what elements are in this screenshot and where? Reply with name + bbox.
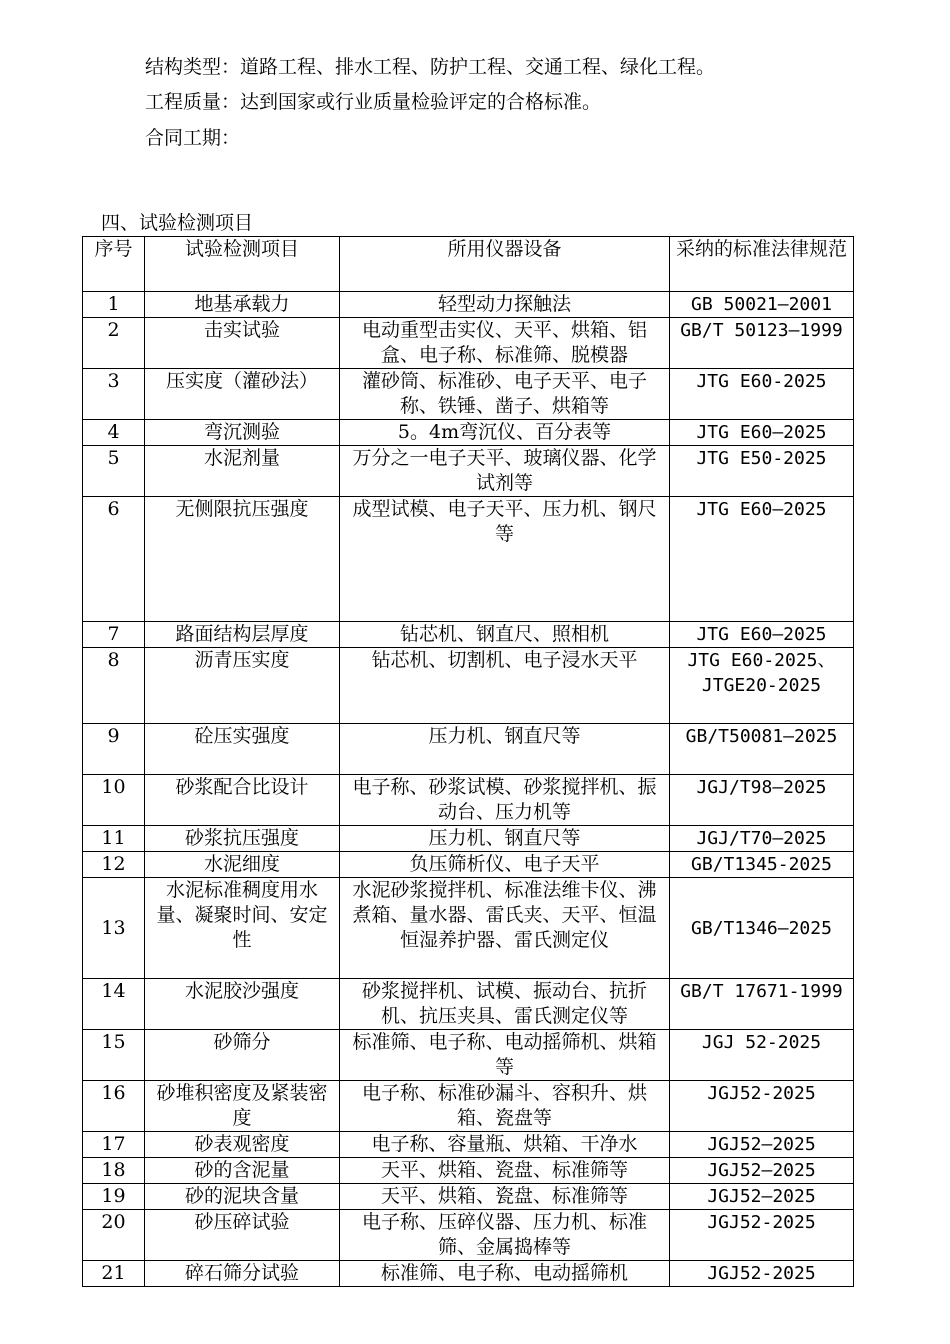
table-header-row — [83, 237, 854, 292]
table-row — [83, 852, 854, 878]
row-item-cell: 无侧限抗压强度 — [145, 497, 340, 622]
row-equipment-cell: 标准筛、电子称、电动摇筛机、烘箱等 — [340, 1030, 670, 1081]
row-standard-cell: GB/T 50123—1999 — [670, 318, 854, 369]
row-standard-cell: JGJ52-2025 — [670, 1081, 854, 1132]
row-standard-cell: JGJ 52-2025 — [670, 1030, 854, 1081]
table-row — [83, 1184, 854, 1210]
table-row — [83, 420, 854, 446]
row-equipment-cell: 水泥砂浆搅拌机、标准法维卡仪、沸煮箱、量水器、雷氏夹、天平、恒温恒湿养护器、雷氏测定仪 — [340, 878, 670, 979]
row-item-cell: 砼压实强度 — [145, 724, 340, 775]
row-no-cell: 10 — [83, 775, 145, 826]
table-row — [83, 1158, 854, 1184]
row-standard-cell: GB/T50081—2025 — [670, 724, 854, 775]
row-item-cell: 地基承载力 — [145, 292, 340, 318]
table-row — [83, 318, 854, 369]
table-row — [83, 724, 854, 775]
row-no-cell: 20 — [83, 1210, 145, 1261]
row-item-cell: 砂的含泥量 — [145, 1158, 340, 1184]
row-no-cell: 15 — [83, 1030, 145, 1081]
table-row — [83, 622, 854, 648]
row-no-cell: 3 — [83, 369, 145, 420]
row-no-cell: 1 — [83, 292, 145, 318]
row-standard-cell: JTG E50-2025 — [670, 446, 854, 497]
row-no-cell: 6 — [83, 497, 145, 622]
row-standard-cell: GB/T 17671-1999 — [670, 979, 854, 1030]
row-item-cell: 路面结构层厚度 — [145, 622, 340, 648]
row-item-cell: 砂筛分 — [145, 1030, 340, 1081]
row-equipment-cell: 压力机、钢直尺等 — [340, 826, 670, 852]
header-item: 试验检测项目 — [145, 237, 340, 292]
table-row — [83, 826, 854, 852]
row-equipment-cell: 万分之一电子天平、玻璃仪器、化学试剂等 — [340, 446, 670, 497]
row-equipment-cell: 负压筛析仪、电子天平 — [340, 852, 670, 878]
row-equipment-cell: 压力机、钢直尺等 — [340, 724, 670, 775]
row-no-cell: 2 — [83, 318, 145, 369]
row-item-cell: 压实度（灌砂法） — [145, 369, 340, 420]
row-no-cell: 21 — [83, 1261, 145, 1287]
row-item-cell: 砂表观密度 — [145, 1132, 340, 1158]
row-no-cell: 18 — [83, 1158, 145, 1184]
row-no-cell: 7 — [83, 622, 145, 648]
row-standard-cell: JTG E60—2025 — [670, 622, 854, 648]
row-equipment-cell: 标准筛、电子称、电动摇筛机 — [340, 1261, 670, 1287]
row-standard-cell: GB/T1345-2025 — [670, 852, 854, 878]
row-no-cell: 13 — [83, 878, 145, 979]
table-row — [83, 775, 854, 826]
section-title: 四、试验检测项目 — [101, 212, 254, 234]
header-no: 序号 — [83, 237, 145, 292]
row-item-cell: 弯沉测验 — [145, 420, 340, 446]
table-row — [83, 878, 854, 979]
table-row — [83, 292, 854, 318]
row-item-cell: 水泥细度 — [145, 852, 340, 878]
table-row — [83, 497, 854, 622]
row-no-cell: 12 — [83, 852, 145, 878]
table-row — [83, 1030, 854, 1081]
quality-line: 工程质量：达到国家或行业质量检验评定的合格标准。 — [145, 91, 602, 113]
row-standard-cell: JTG E60—2025 — [670, 420, 854, 446]
row-item-cell: 水泥剂量 — [145, 446, 340, 497]
table-row — [83, 1132, 854, 1158]
row-no-cell: 4 — [83, 420, 145, 446]
row-no-cell: 16 — [83, 1081, 145, 1132]
row-equipment-cell: 砂浆搅拌机、试模、振动台、抗折机、抗压夹具、雷氏测定仪等 — [340, 979, 670, 1030]
row-no-cell: 8 — [83, 648, 145, 724]
table-row — [83, 446, 854, 497]
table-row — [83, 1261, 854, 1287]
table-row — [83, 979, 854, 1030]
table-row — [83, 1081, 854, 1132]
row-standard-cell: JTG E60-2025、JTGE20-2025 — [670, 648, 854, 724]
row-item-cell: 水泥标准稠度用水量、凝聚时间、安定性 — [145, 878, 340, 979]
row-item-cell: 击实试验 — [145, 318, 340, 369]
table-row — [83, 369, 854, 420]
row-item-cell: 砂浆配合比设计 — [145, 775, 340, 826]
contract-period-line: 合同工期： — [145, 127, 241, 149]
row-equipment-cell: 电子称、压碎仪器、压力机、标准筛、金属捣棒等 — [340, 1210, 670, 1261]
row-no-cell: 11 — [83, 826, 145, 852]
row-equipment-cell: 天平、烘箱、瓷盘、标准筛等 — [340, 1158, 670, 1184]
row-equipment-cell: 电动重型击实仪、天平、烘箱、铝盒、电子称、标准筛、脱模器 — [340, 318, 670, 369]
row-no-cell: 9 — [83, 724, 145, 775]
row-item-cell: 水泥胶沙强度 — [145, 979, 340, 1030]
row-standard-cell: JTG E60—2025 — [670, 497, 854, 622]
header-standard: 采纳的标准法律规范 — [670, 237, 854, 292]
header-equipment: 所用仪器设备 — [340, 237, 670, 292]
row-standard-cell: JGJ52-2025 — [670, 1261, 854, 1287]
row-equipment-cell: 天平、烘箱、瓷盘、标准筛等 — [340, 1184, 670, 1210]
row-equipment-cell: 成型试模、电子天平、压力机、钢尺等 — [340, 497, 670, 622]
row-item-cell: 砂的泥块含量 — [145, 1184, 340, 1210]
row-standard-cell: JGJ/T70—2025 — [670, 826, 854, 852]
row-equipment-cell: 电子称、标准砂漏斗、容积升、烘箱、瓷盘等 — [340, 1081, 670, 1132]
row-equipment-cell: 电子称、容量瓶、烘箱、干净水 — [340, 1132, 670, 1158]
table-row — [83, 1210, 854, 1261]
row-standard-cell: JTG E60-2025 — [670, 369, 854, 420]
structure-type-line: 结构类型：道路工程、排水工程、防护工程、交通工程、绿化工程。 — [145, 56, 716, 78]
row-no-cell: 14 — [83, 979, 145, 1030]
row-no-cell: 19 — [83, 1184, 145, 1210]
row-standard-cell: GB/T1346—2025 — [670, 878, 854, 979]
row-equipment-cell: 灌砂筒、标准砂、电子天平、电子称、铁锤、凿子、烘箱等 — [340, 369, 670, 420]
row-standard-cell: JGJ/T98—2025 — [670, 775, 854, 826]
test-items-table — [82, 236, 854, 1287]
row-standard-cell: JGJ52—2025 — [670, 1132, 854, 1158]
row-item-cell: 砂压碎试验 — [145, 1210, 340, 1261]
row-equipment-cell: 钻芯机、钢直尺、照相机 — [340, 622, 670, 648]
row-item-cell: 沥青压实度 — [145, 648, 340, 724]
row-standard-cell: JGJ52—2025 — [670, 1184, 854, 1210]
row-equipment-cell: 电子称、砂浆试模、砂浆搅拌机、振动台、压力机等 — [340, 775, 670, 826]
row-no-cell: 17 — [83, 1132, 145, 1158]
row-standard-cell: JGJ52—2025 — [670, 1158, 854, 1184]
row-no-cell: 5 — [83, 446, 145, 497]
row-equipment-cell: 钻芯机、切割机、电子浸水天平 — [340, 648, 670, 724]
row-standard-cell: GB 50021—2001 — [670, 292, 854, 318]
row-item-cell: 砂浆抗压强度 — [145, 826, 340, 852]
row-item-cell: 碎石筛分试验 — [145, 1261, 340, 1287]
row-standard-cell: JGJ52-2025 — [670, 1210, 854, 1261]
row-equipment-cell: 轻型动力探触法 — [340, 292, 670, 318]
row-equipment-cell: 5。4m弯沉仪、百分表等 — [340, 420, 670, 446]
table-row — [83, 648, 854, 724]
row-item-cell: 砂堆积密度及紧装密度 — [145, 1081, 340, 1132]
